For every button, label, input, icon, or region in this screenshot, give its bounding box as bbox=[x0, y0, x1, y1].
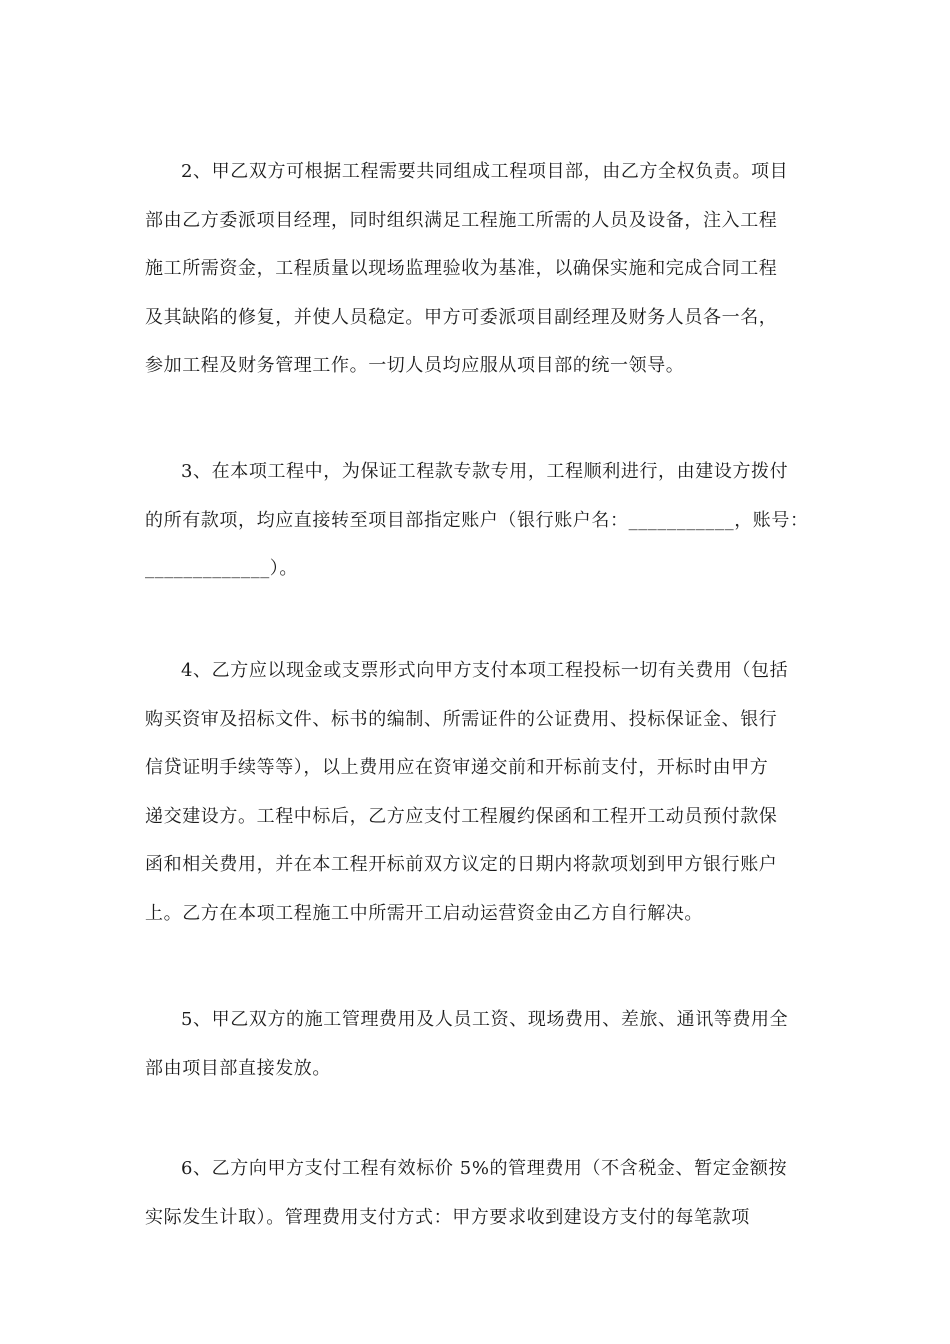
clause-5-paragraph bbox=[145, 996, 825, 1093]
clause-2-line-2: 部由乙方委派项目经理，同时组织满足工程施工所需的人员及设备，注入工程 bbox=[145, 209, 778, 231]
clause-6-line-2: 实际发生计取）。管理费用支付方式：甲方要求收到建设方支付的每笔款项 bbox=[145, 1206, 750, 1228]
clause-2-line-1: 2、甲乙双方可根据工程需要共同组成工程项目部，由乙方全权负责。项目 bbox=[181, 161, 789, 182]
clause-2-line-4: 及其缺陷的修复，并使人员稳定。甲方可委派项目副经理及财务人员各一名， bbox=[145, 306, 778, 328]
clause-4-line-6: 上。乙方在本项工程施工中所需开工启动运营资金由乙方自行解决。 bbox=[145, 902, 703, 924]
clause-3-line-2: 的所有款项，均应直接转至项目部指定账户（银行账户名：___________，账号： bbox=[145, 509, 809, 531]
clause-4-line-1: 4、乙方应以现金或支票形式向甲方支付本项工程投标一切有关费用（包括 bbox=[181, 660, 789, 681]
clause-4-paragraph bbox=[145, 647, 825, 938]
clause-3-paragraph bbox=[145, 448, 825, 594]
clause-5-line-1: 5、甲乙双方的施工管理费用及人员工资、现场费用、差旅、通讯等费用全 bbox=[181, 1009, 789, 1030]
clause-4-line-2: 购买资审及招标文件、标书的编制、所需证件的公证费用、投标保证金、银行 bbox=[145, 708, 778, 730]
clause-4-line-4: 递交建设方。工程中标后，乙方应支付工程履约保函和工程开工动员预付款保 bbox=[145, 805, 778, 827]
clause-2-paragraph bbox=[145, 148, 825, 391]
clause-5-line-2: 部由项目部直接发放。 bbox=[145, 1057, 331, 1079]
clause-4-line-5: 函和相关费用，并在本工程开标前双方议定的日期内将款项划到甲方银行账户 bbox=[145, 854, 778, 875]
clause-2-line-3: 施工所需资金，工程质量以现场监理验收为基准，以确保实施和完成合同工程 bbox=[145, 258, 778, 279]
clause-6-line-1: 6、乙方向甲方支付工程有效标价 5%的管理费用（不含税金、暂定金额按 bbox=[181, 1158, 788, 1179]
clause-3-line-1: 3、在本项工程中，为保证工程款专款专用，工程顺利进行，由建设方拨付 bbox=[181, 461, 789, 482]
clause-2-line-5: 参加工程及财务管理工作。一切人员均应服从项目部的统一领导。 bbox=[145, 355, 685, 376]
clause-6-paragraph bbox=[145, 1145, 825, 1242]
clause-4-line-3: 信贷证明手续等等），以上费用应在资审递交前和开标前支付，开标时由甲方 bbox=[145, 757, 769, 778]
clause-3-line-3: _____________）。 bbox=[145, 558, 298, 579]
